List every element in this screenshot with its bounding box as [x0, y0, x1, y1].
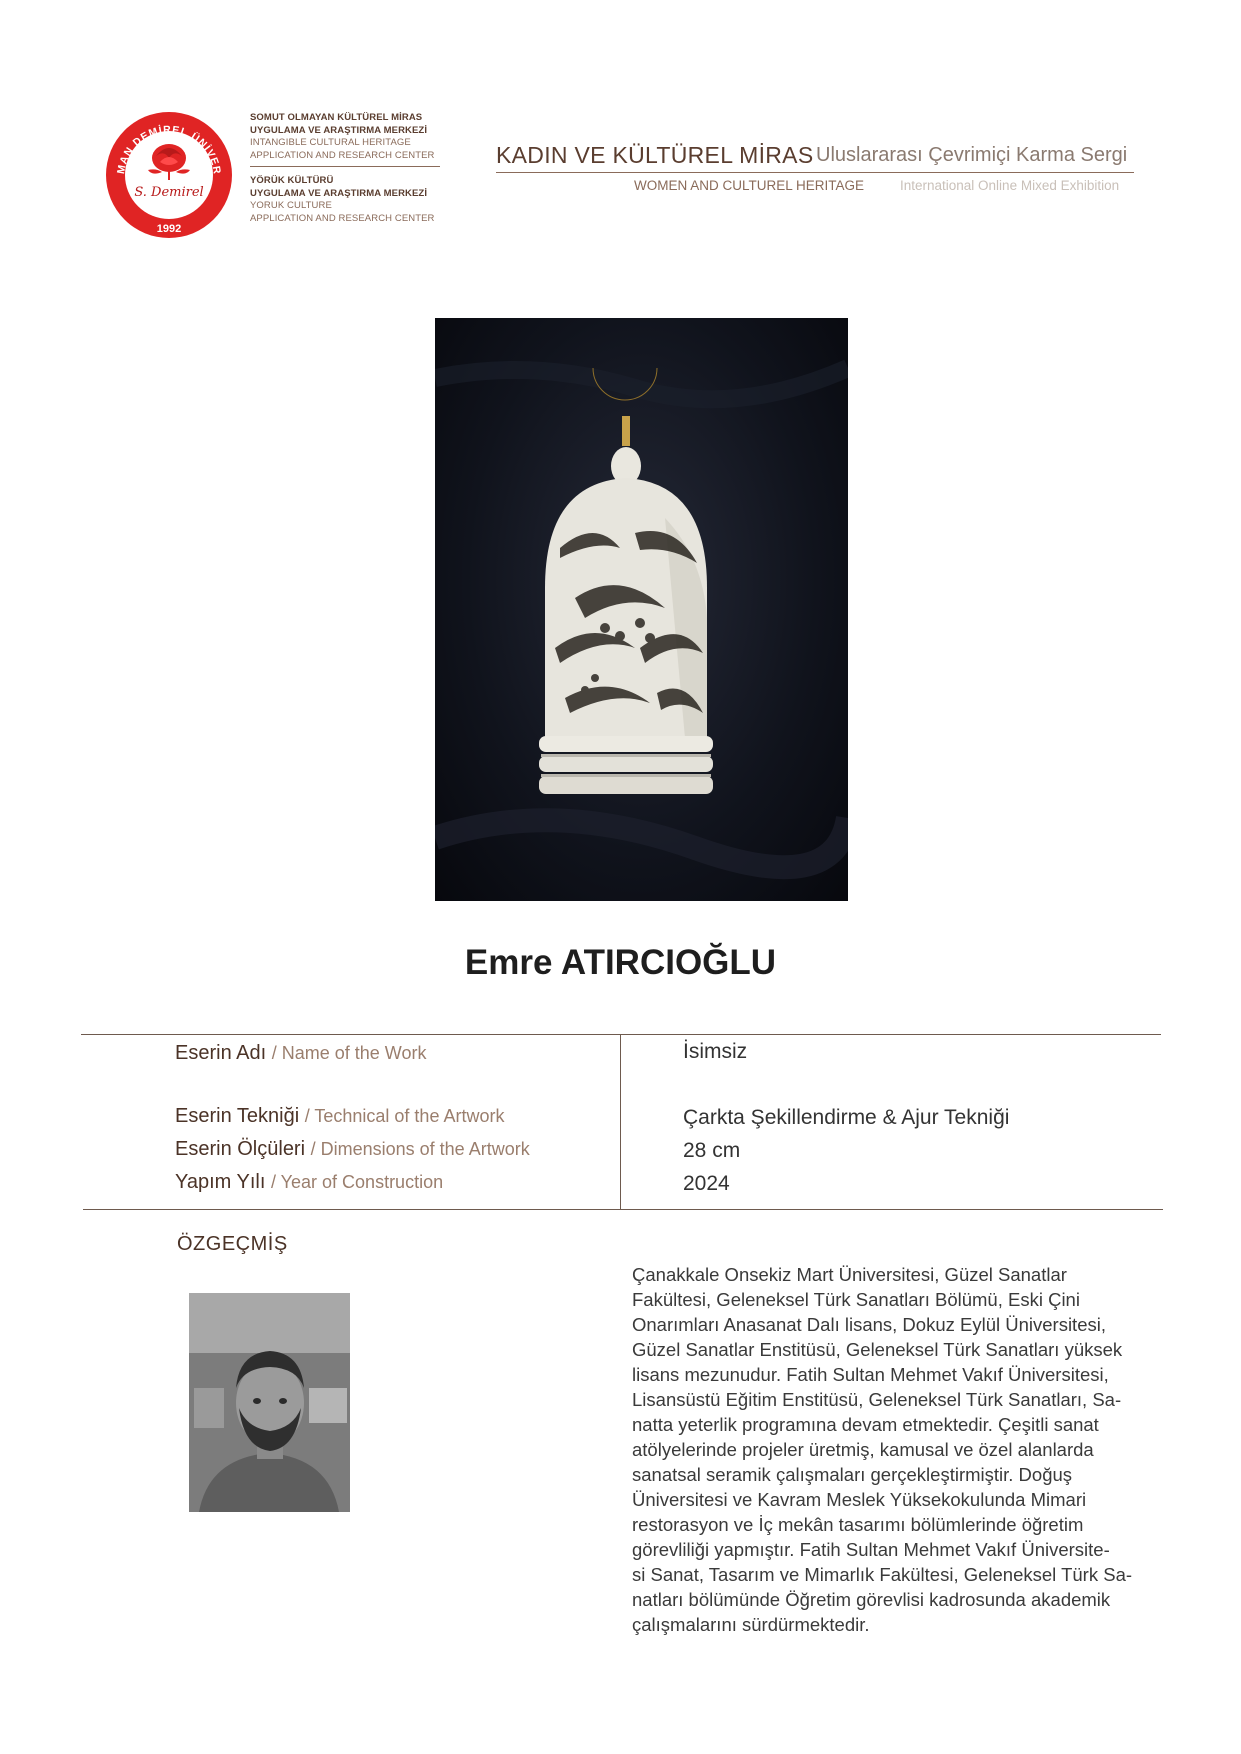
label-tr: Eserin Adı — [175, 1042, 267, 1064]
bio-line: görevliliği yapmıştır. Fatih Sultan Mehmet Vakıf Üniversite- — [632, 1539, 1110, 1560]
bio-heading: ÖZGEÇMİŞ — [177, 1233, 288, 1255]
bio-line: lisans mezunudur. Fatih Sultan Mehmet Vakıf Üniversitesi, — [632, 1364, 1109, 1385]
center1-line4: APPLICATION AND RESEARCH CENTER — [250, 149, 435, 161]
research-centers-block — [250, 112, 440, 225]
logo-ring-text: MAN DEMİREL ÜNİVER — [115, 123, 223, 176]
exhibition-title: KADIN VE KÜLTÜREL MİRAS — [496, 142, 814, 168]
exhibition-subtitle: Uluslararası Çevrimiçi Karma Sergi — [816, 144, 1128, 166]
label-en: / Dimensions of the Artwork — [310, 1139, 530, 1159]
bio-line: Fakültesi, Geleneksel Türk Sanatları Bölümü, Eski Çini — [632, 1289, 1080, 1310]
artwork-photo — [435, 318, 848, 901]
bio-line: si Sanat, Tasarım ve Mimarlık Fakültesi, Geleneksel Türk Sa- — [632, 1564, 1133, 1585]
ceramic-lantern-image — [435, 318, 848, 901]
bio-line: Lisansüstü Eğitim Enstitüsü, Geleneksel Türk Sanatları, Sa- — [632, 1389, 1122, 1410]
bio-line: natta yeterlik programına devam etmektedir. Çeşitli sanat — [632, 1414, 1099, 1435]
value-dimensions: 28 cm — [683, 1139, 741, 1162]
bio-line: atölyelerinde projeler üretmiş, kamusal ve özel alanlarda — [632, 1439, 1094, 1460]
portrait-image — [189, 1293, 350, 1512]
label-work-name — [175, 1042, 426, 1065]
logo-signature: S. Demirel — [134, 185, 204, 200]
bio-text — [632, 1262, 1152, 1637]
table-bottom-rule — [83, 1209, 1163, 1210]
exhibition-title-en: WOMEN AND CULTUREL HERITAGE — [634, 178, 865, 193]
label-en: / Year of Construction — [270, 1172, 444, 1192]
artist-name: Emre ATIRCIOĞLU — [464, 943, 777, 982]
table-vertical-rule — [620, 1034, 621, 1210]
bio-line: Üniversitesi ve Kavram Meslek Yüksekokulunda Mimari — [632, 1489, 1087, 1510]
center1-line3: INTANGIBLE CULTURAL HERITAGE — [250, 137, 411, 148]
exhibition-divider — [496, 172, 1134, 173]
bio-line: Çanakkale Onsekiz Mart Üniversitesi, Güzel Sanatlar — [632, 1264, 1067, 1285]
bio-line: sanatsal seramik çalışmaları gerçekleştirmiştir. Doğuş — [632, 1464, 1073, 1485]
center2-line3: YORUK CULTURE — [250, 200, 332, 211]
center2-line4: APPLICATION AND RESEARCH CENTER — [250, 212, 435, 224]
center1-line2: UYGULAMA VE ARAŞTIRMA MERKEZİ — [250, 124, 428, 136]
value-year: 2024 — [683, 1172, 730, 1195]
label-en: / Technical of the Artwork — [304, 1106, 505, 1126]
bio-line: Güzel Sanatlar Enstitüsü, Geleneksel Türk Sanatları yüksek — [632, 1339, 1123, 1360]
label-dimensions — [175, 1138, 530, 1161]
label-year — [175, 1171, 443, 1194]
logo-year: 1992 — [156, 223, 182, 235]
center2-line1: YÖRÜK KÜLTÜRÜ — [250, 175, 334, 186]
value-technique: Çarkta Şekillendirme & Ajur Tekniği — [683, 1106, 1010, 1129]
center1-line1: SOMUT OLMAYAN KÜLTÜREL MİRAS — [250, 112, 423, 123]
university-logo — [104, 110, 234, 240]
label-tr: Yapım Yılı — [175, 1171, 266, 1193]
label-en: / Name of the Work — [271, 1043, 427, 1063]
center2-line2: UYGULAMA VE ARAŞTIRMA MERKEZİ — [250, 187, 428, 199]
bio-line: çalışmalarını sürdürmektedir. — [632, 1614, 870, 1635]
artist-portrait — [189, 1293, 350, 1512]
bio-line: restorasyon ve İç mekân tasarımı bölümlerinde öğretim — [632, 1514, 1084, 1535]
label-tr: Eserin Ölçüleri — [175, 1138, 306, 1160]
center-divider — [250, 166, 440, 167]
table-top-rule — [81, 1034, 1161, 1035]
label-technique — [175, 1105, 504, 1128]
bio-line: Onarımları Anasanat Dalı lisans, Dokuz Eylül Üniversitesi, — [632, 1314, 1106, 1335]
bio-line: natları bölümünde Öğretim görevlisi kadrosunda akademik — [632, 1589, 1111, 1610]
exhibition-subtitle-en: International Online Mixed Exhibition — [900, 178, 1120, 193]
value-work-name: İsimsiz — [683, 1040, 748, 1063]
label-tr: Eserin Tekniği — [175, 1105, 300, 1127]
